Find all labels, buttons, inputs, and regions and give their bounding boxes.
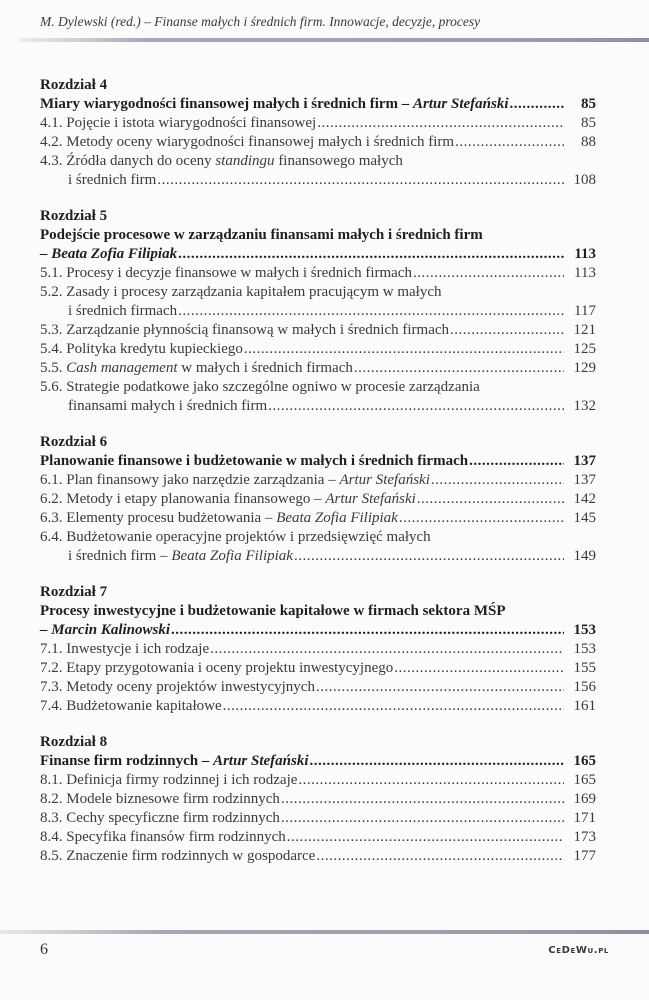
section-number: 6.3. [40, 510, 63, 526]
toc-entry[interactable] [40, 640, 596, 659]
section-title: Cechy specyficzne firm rodzinnych [66, 810, 280, 826]
section-title: Strategie podatkowe jako szczególne ogniwo w procesie zarządzania [66, 379, 480, 395]
page-ref: 117 [574, 303, 596, 319]
section-number: 5.3. [40, 322, 63, 338]
page-ref: 132 [573, 398, 596, 414]
toc-entry[interactable] [40, 678, 596, 697]
section-author: Beata Zofia Filipiak [276, 510, 398, 526]
leader-dots [281, 790, 564, 809]
section-title: Polityka kredytu kupieckiego [66, 341, 243, 357]
page-ref: 137 [573, 453, 596, 469]
chapter-title[interactable]: Procesy inwestycyjne i budżetowanie kapitałowe w firmach sektora MŚP [40, 603, 506, 619]
section-number: 5.2. [40, 284, 63, 300]
section-author: Artur Stefański [325, 491, 416, 507]
section-title: Metody i etapy planowania finansowego – [66, 491, 326, 507]
leader-dots [316, 678, 564, 697]
section-title: Metody oceny projektów inwestycyjnych [66, 679, 315, 695]
toc-entry[interactable] [40, 133, 596, 152]
section-title: Inwestycje i ich rodzaje [66, 641, 210, 657]
leader-dots [413, 264, 564, 283]
leader-dots [455, 133, 564, 152]
section-number: 5.6. [40, 379, 63, 395]
leader-dots [157, 171, 564, 190]
page-ref: 145 [573, 510, 596, 526]
page-ref: 121 [573, 322, 596, 338]
chapter-label: Rozdział 8 [40, 734, 108, 750]
chapter-5 [40, 207, 596, 416]
running-header-title: M. Dylewski (red.) – Finanse małych i średnich firm. Innowacje, decyzje, procesy [40, 14, 481, 29]
section-number: 5.4. [40, 341, 63, 357]
toc-entry[interactable] [40, 528, 596, 547]
section-title: Definicja firmy rodzinnej i ich rodzaje [66, 772, 298, 788]
section-title: Zarządzanie płynnością finansową w małych i średnich firmach [66, 322, 450, 338]
footer-rule [0, 930, 649, 934]
leader-dots [244, 340, 564, 359]
section-number: 6.1. [40, 472, 63, 488]
page-ref: 161 [573, 698, 596, 714]
leader-dots [210, 640, 564, 659]
page-ref: 153 [573, 622, 596, 638]
toc-entry[interactable] [40, 828, 596, 847]
page-ref: 88 [581, 134, 596, 150]
page-ref: 113 [574, 246, 596, 262]
toc-entry[interactable] [40, 114, 596, 133]
section-title: Metody oceny wiarygodności finansowej małych i średnich firm [66, 134, 455, 150]
leader-dots [431, 471, 564, 490]
page-ref: 85 [581, 96, 596, 112]
leader-dots [268, 397, 564, 416]
page-ref: 129 [573, 360, 596, 376]
leader-dots [178, 302, 564, 321]
leader-dots [223, 697, 564, 716]
section-number: 5.5. [40, 360, 63, 376]
leader-dots [469, 452, 564, 471]
page-ref: 113 [574, 265, 596, 281]
section-number: 7.4. [40, 698, 63, 714]
publisher-logo: CeDeWu.pl [548, 945, 609, 956]
toc-entry[interactable] [40, 321, 596, 340]
chapter-author: Artur Stefański [413, 96, 509, 112]
chapter-label: Rozdział 4 [40, 77, 108, 93]
chapter-title-row[interactable] [40, 245, 596, 264]
page-number: 6 [40, 941, 48, 958]
toc-entry[interactable] [40, 509, 596, 528]
chapter-title: Miary wiarygodności finansowej małych i średnich firm – [40, 96, 414, 112]
toc-entry[interactable] [40, 847, 596, 866]
chapter-author: – Marcin Kalinowski [40, 622, 171, 638]
toc-entry-continuation[interactable] [40, 547, 596, 566]
chapter-label: Rozdział 7 [40, 584, 108, 600]
toc-entry[interactable] [40, 152, 596, 171]
toc-entry[interactable] [40, 790, 596, 809]
page-ref: 125 [573, 341, 596, 357]
section-number: 8.2. [40, 791, 63, 807]
leader-dots [510, 95, 565, 114]
section-title: finansowego małych [274, 153, 403, 169]
chapter-label: Rozdział 5 [40, 208, 108, 224]
leader-dots [394, 659, 564, 678]
leader-dots [294, 547, 564, 566]
chapter-title-row[interactable] [40, 95, 596, 114]
section-author: Artur Stefański [339, 472, 430, 488]
toc-entry[interactable] [40, 490, 596, 509]
toc-entry[interactable] [40, 378, 596, 397]
section-number: 4.2. [40, 134, 63, 150]
section-number: 8.1. [40, 772, 63, 788]
leader-dots [354, 359, 564, 378]
section-number: 8.5. [40, 848, 63, 864]
section-title-cont: i średnich firmach [68, 303, 178, 319]
section-title: Plan finansowy jako narzędzie zarządzania – [66, 472, 340, 488]
toc-entry-continuation[interactable] [40, 397, 596, 416]
toc-entry[interactable] [40, 697, 596, 716]
leader-dots [287, 828, 564, 847]
chapter-title-row[interactable] [40, 752, 596, 771]
page-ref: 155 [573, 660, 596, 676]
section-number: 5.1. [40, 265, 63, 281]
section-title-cont: finansami małych i średnich firm [68, 398, 268, 414]
toc-entry-continuation[interactable] [40, 171, 596, 190]
section-number: 4.3. [40, 153, 63, 169]
page-ref: 142 [573, 491, 596, 507]
page-ref: 149 [573, 548, 596, 564]
section-title: Pojęcie i istota wiarygodności finansowej [66, 115, 317, 131]
section-title: Znaczenie firm rodzinnych w gospodarce [66, 848, 316, 864]
page-ref: 137 [573, 472, 596, 488]
leader-dots [298, 771, 564, 790]
page-ref: 169 [573, 791, 596, 807]
section-number: 8.3. [40, 810, 63, 826]
leader-dots [450, 321, 564, 340]
section-number: 7.1. [40, 641, 63, 657]
chapter-title-row[interactable] [40, 452, 596, 471]
section-title: Procesy i decyzje finansowe w małych i średnich firmach [66, 265, 412, 281]
page-ref: 165 [573, 772, 596, 788]
page-ref: 173 [573, 829, 596, 845]
section-author: Beata Zofia Filipiak [171, 548, 293, 564]
section-title: Zasady i procesy zarządzania kapitałem pracującym w małych [66, 284, 442, 300]
page-ref: 156 [573, 679, 596, 695]
leader-dots [178, 245, 564, 264]
toc-entry[interactable] [40, 283, 596, 302]
chapter-title: Finanse firm rodzinnych – [40, 753, 214, 769]
section-number: 7.3. [40, 679, 63, 695]
chapter-title-row[interactable] [40, 621, 596, 640]
chapter-8 [40, 733, 596, 866]
chapter-6 [40, 433, 596, 566]
toc-entry[interactable] [40, 771, 596, 790]
page-ref: 108 [573, 172, 596, 188]
page-ref: 177 [573, 848, 596, 864]
section-number: 6.4. [40, 529, 63, 545]
page-ref: 165 [573, 753, 596, 769]
section-title-cont: i średnich firm [68, 172, 157, 188]
page-ref: 153 [573, 641, 596, 657]
chapter-author: Artur Stefański [213, 753, 309, 769]
chapter-title: Planowanie finansowe i budżetowanie w małych i średnich firmach [40, 453, 469, 469]
leader-dots [316, 847, 564, 866]
leader-dots [310, 752, 564, 771]
section-title: Etapy przygotowania i oceny projektu inwestycyjnego [66, 660, 394, 676]
leader-dots [171, 621, 564, 640]
leader-dots [417, 490, 564, 509]
toc-entry[interactable] [40, 809, 596, 828]
chapter-author: – Beata Zofia Filipiak [40, 246, 178, 262]
leader-dots [281, 809, 564, 828]
toc-entry[interactable] [40, 659, 596, 678]
section-title-italic: Cash management [66, 360, 178, 376]
section-title: Źródła danych do oceny [66, 153, 216, 169]
section-number: 7.2. [40, 660, 63, 676]
toc-entry[interactable] [40, 359, 596, 378]
table-of-contents [40, 76, 596, 883]
chapter-label: Rozdział 6 [40, 434, 108, 450]
section-title: Specyfika finansów firm rodzinnych [66, 829, 286, 845]
section-title: Modele biznesowe firm rodzinnych [66, 791, 280, 807]
page-ref: 85 [581, 115, 596, 131]
toc-entry[interactable] [40, 340, 596, 359]
toc-entry-continuation[interactable] [40, 302, 596, 321]
header-rule [20, 38, 649, 42]
toc-entry[interactable] [40, 471, 596, 490]
section-title: Budżetowanie operacyjne projektów i przedsięwzięć małych [66, 529, 431, 545]
section-title: Budżetowanie kapitałowe [66, 698, 222, 714]
chapter-4 [40, 76, 596, 190]
section-number: 8.4. [40, 829, 63, 845]
chapter-title[interactable]: Podejście procesowe w zarządzaniu finansami małych i średnich firm [40, 227, 483, 243]
section-title: w małych i średnich firmach [177, 360, 353, 376]
page-ref: 171 [573, 810, 596, 826]
leader-dots [399, 509, 564, 528]
leader-dots [317, 114, 564, 133]
toc-entry[interactable] [40, 264, 596, 283]
section-number: 4.1. [40, 115, 63, 131]
section-title-italic: standingu [215, 153, 275, 169]
section-number: 6.2. [40, 491, 63, 507]
chapter-7 [40, 583, 596, 716]
section-title-cont: i średnich firm – [68, 548, 172, 564]
section-title: Elementy procesu budżetowania – [66, 510, 277, 526]
